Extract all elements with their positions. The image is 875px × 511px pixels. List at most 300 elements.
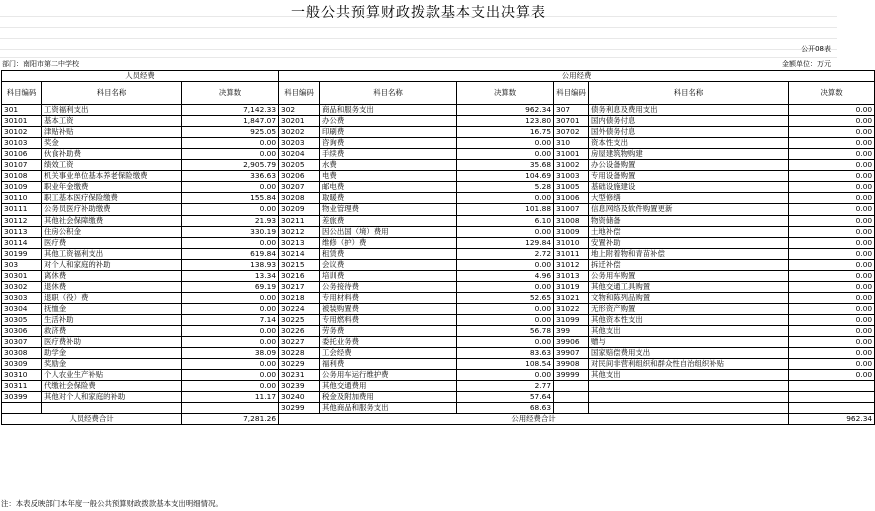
public-amount-cell: 104.69 — [457, 171, 554, 182]
personnel-name-cell: 退休费 — [42, 281, 182, 292]
footnote: 注：本表反映部门本年度一般公共预算财政拨款基本支出明细情况。 — [1, 499, 223, 508]
public-amount-cell: 0.00 — [457, 303, 554, 314]
personnel-name-cell: 助学金 — [42, 348, 182, 359]
personnel-amount-cell: 0.00 — [182, 292, 279, 303]
personnel-code-cell: 30309 — [2, 359, 42, 370]
personnel-name-cell: 公务员医疗补助缴费 — [42, 204, 182, 215]
personnel-code-cell: 30112 — [2, 215, 42, 226]
table-row — [2, 337, 875, 348]
public-code-cell: 39907 — [554, 348, 589, 359]
personnel-amount-cell: 0.00 — [182, 182, 279, 193]
personnel-name-cell: 救济费 — [42, 325, 182, 336]
personnel-amount-cell: 0.00 — [182, 138, 279, 149]
personnel-name-cell: 个人农业生产补贴 — [42, 370, 182, 381]
public-amount-cell: 0.00 — [789, 348, 875, 359]
personnel-name-cell: 医疗费 — [42, 237, 182, 248]
personnel-amount-cell: 0.00 — [182, 237, 279, 248]
table-row — [2, 215, 875, 226]
public-amount-cell: 0.00 — [789, 171, 875, 182]
table-row — [2, 193, 875, 204]
personnel-code-cell: 30307 — [2, 337, 42, 348]
public-amount-cell: 129.84 — [457, 237, 554, 248]
public-name-cell: 基础设施建设 — [589, 182, 789, 193]
personnel-amount-cell: 2,905.79 — [182, 160, 279, 171]
personnel-code-cell: 30113 — [2, 226, 42, 237]
personnel-code-cell: 30302 — [2, 281, 42, 292]
public-amount-cell: 2.77 — [457, 381, 554, 392]
public-amount-cell: 68.63 — [457, 403, 554, 414]
col-header-name: 科目名称 — [320, 82, 457, 105]
personnel-name-cell: 代缴社会保险费 — [42, 381, 182, 392]
table-row — [2, 403, 875, 414]
personnel-name-cell: 医疗费补助 — [42, 337, 182, 348]
column-header-row — [2, 82, 875, 105]
personnel-amount-cell: 38.09 — [182, 348, 279, 359]
public-name-cell: 公务用车运行维护费 — [320, 370, 457, 381]
public-name-cell: 劳务费 — [320, 325, 457, 336]
public-amount-cell: 0.00 — [789, 193, 875, 204]
personnel-amount-cell: 0.00 — [182, 149, 279, 160]
public-code-cell: 307 — [554, 105, 589, 116]
personnel-name-cell: 其他对个人和家庭的补助 — [42, 392, 182, 403]
public-section-header: 公用经费 — [279, 71, 875, 82]
personnel-amount-cell: 138.93 — [182, 259, 279, 270]
public-amount-cell — [789, 392, 875, 403]
form-code: 公开08表 — [801, 45, 831, 53]
public-name-cell: 其他支出 — [589, 325, 789, 336]
public-amount-cell: 0.00 — [789, 182, 875, 193]
public-name-cell: 赠与 — [589, 337, 789, 348]
col-header-amount: 决算数 — [457, 82, 554, 105]
table-row — [2, 116, 875, 127]
public-amount-cell: 57.64 — [457, 392, 554, 403]
table-row — [2, 138, 875, 149]
public-amount-cell: 4.96 — [457, 270, 554, 281]
public-name-cell: 商品和服务支出 — [320, 105, 457, 116]
public-name-cell — [589, 392, 789, 403]
personnel-amount-cell: 0.00 — [182, 204, 279, 215]
personnel-name-cell: 基本工资 — [42, 116, 182, 127]
public-amount-cell: 35.68 — [457, 160, 554, 171]
col-header-code: 科目编码 — [2, 82, 42, 105]
public-name-cell: 拆迁补偿 — [589, 259, 789, 270]
department-label: 部门： — [2, 60, 23, 68]
table-row — [2, 314, 875, 325]
public-amount-cell: 0.00 — [789, 105, 875, 116]
public-code-cell: 30202 — [279, 127, 320, 138]
public-name-cell: 债务利息及费用支出 — [589, 105, 789, 116]
public-name-cell: 专用燃料费 — [320, 314, 457, 325]
public-amount-cell: 0.00 — [789, 259, 875, 270]
public-amount-cell: 0.00 — [457, 138, 554, 149]
public-code-cell: 31021 — [554, 292, 589, 303]
public-amount-cell: 0.00 — [457, 370, 554, 381]
public-code-cell: 31005 — [554, 182, 589, 193]
personnel-amount-cell: 0.00 — [182, 303, 279, 314]
amount-unit: 金额单位：万元 — [782, 60, 831, 68]
col-header-amount: 决算数 — [182, 82, 279, 105]
personnel-amount-cell: 11.17 — [182, 392, 279, 403]
personnel-amount-cell: 0.00 — [182, 370, 279, 381]
public-amount-cell: 52.65 — [457, 292, 554, 303]
personnel-code-cell: 30303 — [2, 292, 42, 303]
public-name-cell: 信息网络及软件购置更新 — [589, 204, 789, 215]
personnel-amount-cell: 0.00 — [182, 381, 279, 392]
public-amount-cell: 16.75 — [457, 127, 554, 138]
public-name-cell: 印刷费 — [320, 127, 457, 138]
col-header-code: 科目编码 — [554, 82, 589, 105]
public-code-cell: 30215 — [279, 259, 320, 270]
public-code-cell: 31099 — [554, 314, 589, 325]
public-code-cell: 30239 — [279, 381, 320, 392]
public-name-cell: 维修（护）费 — [320, 237, 457, 248]
public-code-cell: 310 — [554, 138, 589, 149]
personnel-code-cell: 30111 — [2, 204, 42, 215]
public-name-cell: 差旅费 — [320, 215, 457, 226]
public-amount-cell: 0.00 — [457, 226, 554, 237]
public-code-cell: 31022 — [554, 303, 589, 314]
table-row — [2, 359, 875, 370]
public-code-cell: 31012 — [554, 259, 589, 270]
public-code-cell: 30701 — [554, 116, 589, 127]
personnel-amount-cell: 336.63 — [182, 171, 279, 182]
public-name-cell: 邮电费 — [320, 182, 457, 193]
public-amount-cell: 0.00 — [789, 149, 875, 160]
public-amount-cell: 0.00 — [789, 226, 875, 237]
public-amount-cell: 0.00 — [457, 337, 554, 348]
personnel-code-cell: 30109 — [2, 182, 42, 193]
public-name-cell: 咨询费 — [320, 138, 457, 149]
table-row — [2, 182, 875, 193]
department — [2, 59, 79, 69]
public-amount-cell: 0.00 — [457, 149, 554, 160]
public-amount-cell: 6.10 — [457, 215, 554, 226]
personnel-name-cell: 生活补助 — [42, 314, 182, 325]
personnel-amount-cell: 0.00 — [182, 325, 279, 336]
public-name-cell: 其他支出 — [589, 370, 789, 381]
public-amount-cell: 0.00 — [457, 193, 554, 204]
public-code-cell: 30207 — [279, 182, 320, 193]
public-code-cell: 31010 — [554, 237, 589, 248]
personnel-code-cell: 30311 — [2, 381, 42, 392]
public-code-cell: 30227 — [279, 337, 320, 348]
public-name-cell: 安置补助 — [589, 237, 789, 248]
public-name-cell: 手续费 — [320, 149, 457, 160]
public-code-cell: 30214 — [279, 248, 320, 259]
personnel-amount-cell: 69.19 — [182, 281, 279, 292]
public-name-cell: 租赁费 — [320, 248, 457, 259]
public-code-cell: 30231 — [279, 370, 320, 381]
public-code-cell: 31001 — [554, 149, 589, 160]
public-code-cell: 30213 — [279, 237, 320, 248]
public-name-cell — [589, 381, 789, 392]
public-amount-cell: 0.00 — [789, 237, 875, 248]
personnel-name-cell: 其他工资福利支出 — [42, 248, 182, 259]
public-code-cell: 39999 — [554, 370, 589, 381]
personnel-amount-cell — [182, 403, 279, 414]
personnel-code-cell: 30310 — [2, 370, 42, 381]
personnel-code-cell: 30199 — [2, 248, 42, 259]
personnel-code-cell: 30306 — [2, 325, 42, 336]
table-row — [2, 381, 875, 392]
public-amount-cell: 2.72 — [457, 248, 554, 259]
public-name-cell: 专用设备购置 — [589, 171, 789, 182]
personnel-amount-cell: 21.93 — [182, 215, 279, 226]
public-code-cell: 31003 — [554, 171, 589, 182]
department-name: 南阳市第二中学校 — [23, 60, 79, 68]
public-code-cell — [554, 381, 589, 392]
table-row — [2, 226, 875, 237]
public-code-cell: 30204 — [279, 149, 320, 160]
report-title: 一般公共预算财政拨款基本支出决算表 — [291, 5, 546, 21]
public-code-cell: 31009 — [554, 226, 589, 237]
public-amount-cell: 5.28 — [457, 182, 554, 193]
public-code-cell: 30209 — [279, 204, 320, 215]
personnel-total-label: 人员经费合计 — [2, 414, 182, 425]
public-name-cell: 办公费 — [320, 116, 457, 127]
public-code-cell: 39906 — [554, 337, 589, 348]
personnel-amount-cell: 0.00 — [182, 337, 279, 348]
public-name-cell: 被装购置费 — [320, 303, 457, 314]
public-amount-cell: 0.00 — [789, 359, 875, 370]
personnel-name-cell: 住房公积金 — [42, 226, 182, 237]
public-amount-cell: 0.00 — [789, 215, 875, 226]
public-amount-cell: 0.00 — [789, 116, 875, 127]
public-code-cell: 30229 — [279, 359, 320, 370]
public-code-cell: 31008 — [554, 215, 589, 226]
public-amount-cell: 0.00 — [789, 337, 875, 348]
public-amount-cell: 108.54 — [457, 359, 554, 370]
personnel-code-cell: 303 — [2, 259, 42, 270]
public-name-cell: 国内债务付息 — [589, 116, 789, 127]
public-name-cell: 无形资产购置 — [589, 303, 789, 314]
public-code-cell: 30299 — [279, 403, 320, 414]
public-code-cell: 31006 — [554, 193, 589, 204]
public-amount-cell: 0.00 — [457, 314, 554, 325]
table-row — [2, 105, 875, 116]
personnel-amount-cell: 925.05 — [182, 127, 279, 138]
personnel-amount-cell: 7,142.33 — [182, 105, 279, 116]
personnel-code-cell: 30305 — [2, 314, 42, 325]
personnel-amount-cell: 7.14 — [182, 314, 279, 325]
public-amount-cell: 0.00 — [789, 248, 875, 259]
public-amount-cell: 0.00 — [789, 270, 875, 281]
personnel-name-cell: 工资福利支出 — [42, 105, 182, 116]
public-name-cell: 福利费 — [320, 359, 457, 370]
personnel-name-cell: 退职（役）费 — [42, 292, 182, 303]
table-row — [2, 292, 875, 303]
personnel-name-cell: 津贴补贴 — [42, 127, 182, 138]
section-header-row — [2, 71, 875, 82]
public-amount-cell: 962.34 — [457, 105, 554, 116]
personnel-name-cell: 奖励金 — [42, 359, 182, 370]
public-code-cell: 30228 — [279, 348, 320, 359]
table-row — [2, 370, 875, 381]
personnel-amount-cell: 0.00 — [182, 359, 279, 370]
public-amount-cell — [789, 381, 875, 392]
personnel-code-cell: 30301 — [2, 270, 42, 281]
personnel-code-cell — [2, 403, 42, 414]
personnel-code-cell: 30308 — [2, 348, 42, 359]
public-code-cell: 30205 — [279, 160, 320, 171]
personnel-code-cell: 30102 — [2, 127, 42, 138]
public-name-cell: 培训费 — [320, 270, 457, 281]
col-header-name: 科目名称 — [589, 82, 789, 105]
table-row — [2, 348, 875, 359]
public-name-cell: 资本性支出 — [589, 138, 789, 149]
public-name-cell: 其他商品和服务支出 — [320, 403, 457, 414]
public-code-cell: 31013 — [554, 270, 589, 281]
public-amount-cell: 101.88 — [457, 204, 554, 215]
personnel-code-cell: 30304 — [2, 303, 42, 314]
public-amount-cell: 0.00 — [789, 303, 875, 314]
personnel-name-cell: 其他社会保障缴费 — [42, 215, 182, 226]
public-code-cell — [554, 403, 589, 414]
public-name-cell: 房屋建筑物购建 — [589, 149, 789, 160]
public-amount-cell: 0.00 — [789, 370, 875, 381]
public-amount-cell: 123.80 — [457, 116, 554, 127]
personnel-code-cell: 30103 — [2, 138, 42, 149]
personnel-code-cell: 301 — [2, 105, 42, 116]
personnel-name-cell: 伙食补助费 — [42, 149, 182, 160]
table-row — [2, 248, 875, 259]
public-code-cell: 31019 — [554, 281, 589, 292]
public-code-cell: 30208 — [279, 193, 320, 204]
personnel-name-cell: 绩效工资 — [42, 160, 182, 171]
public-amount-cell: 0.00 — [789, 314, 875, 325]
personnel-amount-cell: 330.19 — [182, 226, 279, 237]
public-total-value: 962.34 — [789, 414, 875, 425]
public-code-cell — [554, 392, 589, 403]
personnel-name-cell: 职工基本医疗保险缴费 — [42, 193, 182, 204]
public-name-cell: 国家赔偿费用支出 — [589, 348, 789, 359]
public-code-cell: 30225 — [279, 314, 320, 325]
public-code-cell: 30203 — [279, 138, 320, 149]
personnel-name-cell: 机关事业单位基本养老保险缴费 — [42, 171, 182, 182]
personnel-name-cell: 职业年金缴费 — [42, 182, 182, 193]
public-name-cell: 大型修缮 — [589, 193, 789, 204]
personnel-name-cell: 离休费 — [42, 270, 182, 281]
public-code-cell: 30240 — [279, 392, 320, 403]
public-amount-cell: 0.00 — [457, 259, 554, 270]
public-code-cell: 31011 — [554, 248, 589, 259]
personnel-code-cell: 30110 — [2, 193, 42, 204]
personnel-amount-cell: 155.84 — [182, 193, 279, 204]
totals-row — [2, 414, 875, 425]
table-row — [2, 149, 875, 160]
table-row — [2, 281, 875, 292]
public-amount-cell: 0.00 — [457, 281, 554, 292]
public-name-cell: 工会经费 — [320, 348, 457, 359]
table-row — [2, 303, 875, 314]
public-amount-cell — [789, 403, 875, 414]
public-code-cell: 30217 — [279, 281, 320, 292]
public-code-cell: 30226 — [279, 325, 320, 336]
public-name-cell: 物业管理费 — [320, 204, 457, 215]
public-amount-cell: 83.63 — [457, 348, 554, 359]
table-row — [2, 325, 875, 336]
public-amount-cell: 0.00 — [789, 292, 875, 303]
public-name-cell: 文物和陈列品购置 — [589, 292, 789, 303]
public-name-cell: 水费 — [320, 160, 457, 171]
public-name-cell: 会议费 — [320, 259, 457, 270]
public-name-cell: 专用材料费 — [320, 292, 457, 303]
personnel-total-value: 7,281.26 — [182, 414, 279, 425]
public-code-cell: 30216 — [279, 270, 320, 281]
table-row — [2, 270, 875, 281]
public-name-cell: 其他交通工具购置 — [589, 281, 789, 292]
table-row — [2, 204, 875, 215]
personnel-section-header: 人员经费 — [2, 71, 279, 82]
public-name-cell — [589, 403, 789, 414]
public-amount-cell: 0.00 — [789, 325, 875, 336]
public-code-cell: 30218 — [279, 292, 320, 303]
table-row — [2, 160, 875, 171]
table-row — [2, 392, 875, 403]
public-code-cell: 30201 — [279, 116, 320, 127]
public-name-cell: 对民间非营利组织和群众性自治组织补贴 — [589, 359, 789, 370]
public-name-cell: 物资储备 — [589, 215, 789, 226]
public-name-cell: 地上附着物和青苗补偿 — [589, 248, 789, 259]
public-amount-cell: 56.78 — [457, 325, 554, 336]
public-name-cell: 其他交通费用 — [320, 381, 457, 392]
public-name-cell: 国外债务付息 — [589, 127, 789, 138]
table-row — [2, 259, 875, 270]
public-code-cell: 30224 — [279, 303, 320, 314]
public-name-cell: 税金及附加费用 — [320, 392, 457, 403]
personnel-name-cell: 奖金 — [42, 138, 182, 149]
personnel-name-cell: 抚恤金 — [42, 303, 182, 314]
expenditure-table — [1, 70, 875, 425]
personnel-code-cell: 30114 — [2, 237, 42, 248]
table-row — [2, 127, 875, 138]
public-amount-cell: 0.00 — [789, 138, 875, 149]
personnel-amount-cell: 13.34 — [182, 270, 279, 281]
personnel-name-cell — [42, 403, 182, 414]
public-amount-cell: 0.00 — [789, 281, 875, 292]
public-code-cell: 31002 — [554, 160, 589, 171]
public-code-cell: 39908 — [554, 359, 589, 370]
public-name-cell: 土地补偿 — [589, 226, 789, 237]
table-row — [2, 171, 875, 182]
table-row — [2, 237, 875, 248]
public-name-cell: 因公出国（境）费用 — [320, 226, 457, 237]
col-header-code: 科目编码 — [279, 82, 320, 105]
public-name-cell: 公务接待费 — [320, 281, 457, 292]
public-code-cell: 302 — [279, 105, 320, 116]
personnel-name-cell: 对个人和家庭的补助 — [42, 259, 182, 270]
personnel-amount-cell: 1,847.07 — [182, 116, 279, 127]
personnel-code-cell: 30107 — [2, 160, 42, 171]
public-total-label: 公用经费合计 — [279, 414, 789, 425]
col-header-name: 科目名称 — [42, 82, 182, 105]
public-amount-cell: 0.00 — [789, 160, 875, 171]
public-name-cell: 公务用车购置 — [589, 270, 789, 281]
public-name-cell: 办公设备购置 — [589, 160, 789, 171]
public-code-cell: 30212 — [279, 226, 320, 237]
personnel-code-cell: 30108 — [2, 171, 42, 182]
personnel-code-cell: 30101 — [2, 116, 42, 127]
public-amount-cell: 0.00 — [789, 204, 875, 215]
public-code-cell: 31007 — [554, 204, 589, 215]
public-code-cell: 30206 — [279, 171, 320, 182]
col-header-amount: 决算数 — [789, 82, 875, 105]
public-code-cell: 399 — [554, 325, 589, 336]
public-code-cell: 30211 — [279, 215, 320, 226]
public-name-cell: 其他资本性支出 — [589, 314, 789, 325]
public-name-cell: 取暖费 — [320, 193, 457, 204]
personnel-amount-cell: 619.84 — [182, 248, 279, 259]
